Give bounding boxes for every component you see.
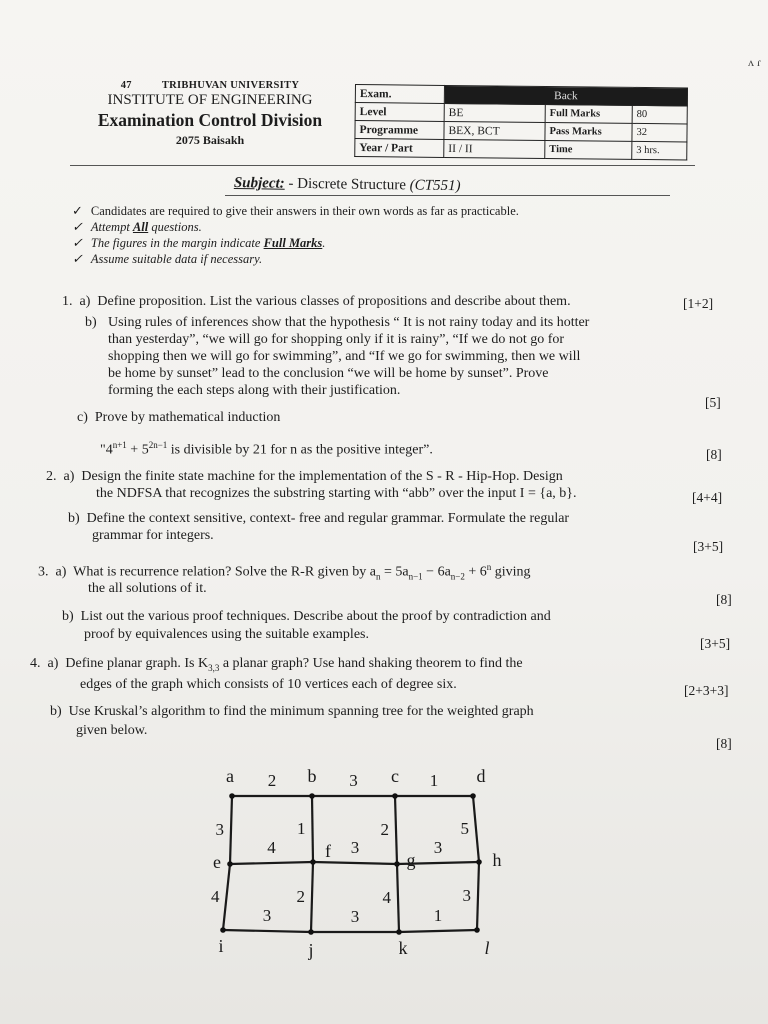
marks-3a: [8] xyxy=(716,592,732,607)
paper-number: 47 xyxy=(120,80,132,91)
year-part-value: II / II xyxy=(444,139,545,158)
graph-edge-a-e xyxy=(230,796,232,864)
exam-year: 2075 Baisakh xyxy=(175,133,245,147)
question-3b-line: proof by equivalences using the suitable examples. xyxy=(84,627,369,642)
graph-vertex-h xyxy=(476,859,482,865)
subject-title: - Discrete Structure xyxy=(288,175,407,194)
question-1b-line: be home by sunset” lead to the conclusion “we will be home by sunset”. Prove xyxy=(108,366,549,381)
graph-edge-e-f xyxy=(230,862,313,864)
graph-vertex-a xyxy=(229,793,235,799)
question-1b-line: shopping then we will go for swimming”, and “If we go for swimming, then we will xyxy=(108,349,581,364)
divider-top xyxy=(70,165,695,166)
header-block xyxy=(70,80,350,148)
question-1b-part: b) xyxy=(85,315,97,330)
question-1b-line: forming the each steps along with their justification. xyxy=(108,383,401,398)
subject-line xyxy=(234,175,461,195)
institute-name: INSTITUTE OF ENGINEERING xyxy=(107,92,313,108)
graph-edge-f-j xyxy=(311,862,313,932)
edge-weight-label: 3 xyxy=(262,906,272,925)
graph-edge-i-j xyxy=(223,930,311,932)
question-2a-line: the NDFSA that recognizes the substring starting with “abb” over the input I = {a, b}. xyxy=(96,486,577,501)
graph-vertex-g xyxy=(394,861,400,867)
instruction-item: ✓ Assume suitable data if necessary. xyxy=(72,251,263,266)
edge-weight-label: 3 xyxy=(215,820,224,839)
edge-weight-label: 3 xyxy=(350,838,360,857)
edge-weight-label: 4 xyxy=(211,887,220,906)
graph-vertex-j xyxy=(308,929,314,935)
marks-2b: [3+5] xyxy=(693,539,724,554)
vertex-label-l: l xyxy=(484,938,490,958)
question-1c-formula: "$4^{n+1} + 5^{2n-1}$ is divisible by 21 for n as the positive integer”. xyxy=(100,440,433,458)
check-icon: ✓ xyxy=(72,235,83,250)
division-name: Examination Control Division xyxy=(97,110,323,130)
vertex-label-k: k xyxy=(398,938,408,958)
question-4b: b) Use Kruskal’s algorithm to find the minimum spanning tree for the weighted graph xyxy=(50,704,534,719)
question-3a: 3. a) What is recurrence relation? Solve the R-R given by $a_n = 5a_{n-1} - 6a_{n-2} + 6^n$ giving xyxy=(38,562,531,582)
pass-marks-value: 32 xyxy=(632,123,687,142)
question-4a: 4. a) Define planar graph. Is $K_{3,3}$ a planar graph? Use hand shaking theorem to find the xyxy=(30,656,523,673)
subject-code: (CT551) xyxy=(409,177,461,195)
weighted-graph xyxy=(205,768,505,968)
graph-vertex-e xyxy=(227,861,233,867)
question-1a: 1. a) Define proposition. List the various classes of propositions and describe about them. xyxy=(62,294,571,309)
vertex-label-b: b xyxy=(307,768,317,786)
edge-weight-label: 2 xyxy=(296,887,305,906)
question-4b-line: given below. xyxy=(76,723,148,738)
marks-4b: [8] xyxy=(716,736,732,751)
vertex-label-h: h xyxy=(492,850,502,870)
vertex-label-f: f xyxy=(325,841,331,861)
edge-weight-label: 4 xyxy=(382,888,391,907)
level-label: Level xyxy=(355,103,444,122)
vertex-label-g: g xyxy=(406,850,416,870)
check-icon: ✓ xyxy=(72,219,83,234)
instruction-item: ✓ The figures in the margin indicate Full Marks. xyxy=(72,235,326,250)
edge-weight-label: 1 xyxy=(429,771,439,790)
pass-marks-label: Pass Marks xyxy=(545,122,632,141)
question-1b-line: Using rules of inferences show that the hypothesis “ It is not rainy today and its hotter xyxy=(108,315,590,330)
margin-scribble: ᴧ ɾ xyxy=(748,55,761,69)
programme-label: Programme xyxy=(355,121,444,140)
graph-edge-e-i xyxy=(223,864,230,930)
graph-edge-f-g xyxy=(313,862,397,864)
edge-weight-label: 4 xyxy=(267,838,276,857)
question-2a: 2. a) Design the finite state machine for the implementation of the S - R - Hip-Hop. Design xyxy=(46,469,563,484)
vertex-label-i: i xyxy=(218,936,224,956)
full-marks-value: 80 xyxy=(632,105,687,124)
marks-3b: [3+5] xyxy=(700,636,731,651)
instruction-item: ✓ Attempt All questions. xyxy=(72,219,202,234)
instruction-item: ✓ Candidates are required to give their answers in their own words as far as practicable. xyxy=(72,203,519,218)
year-part-label: Year / Part xyxy=(355,139,444,158)
marks-2a: [4+4] xyxy=(692,490,723,505)
marks-1c: [8] xyxy=(706,447,722,462)
vertex-label-d: d xyxy=(476,768,486,786)
exam-value: Back xyxy=(444,85,687,106)
marks-1a: [1+2] xyxy=(683,296,714,311)
vertex-label-e: e xyxy=(213,852,221,872)
graph-vertex-d xyxy=(470,793,476,799)
full-marks-label: Full Marks xyxy=(545,104,632,123)
graph-edge-h-l xyxy=(477,862,479,930)
graph-vertex-c xyxy=(392,793,398,799)
university-name: TRIBHUVAN UNIVERSITY xyxy=(161,80,300,91)
edge-weight-label: 5 xyxy=(460,819,469,838)
time-value: 3 hrs. xyxy=(632,141,687,160)
university-line xyxy=(70,80,350,91)
graph-edge-k-l xyxy=(399,930,477,932)
graph-vertex-l xyxy=(474,927,480,933)
question-2b: b) Define the context sensitive, context- free and regular grammar. Formulate the regular xyxy=(68,511,570,526)
graph-edge-d-h xyxy=(473,796,479,862)
question-1c: c) Prove by mathematical induction xyxy=(77,410,281,425)
marks-4a: [2+3+3] xyxy=(684,683,729,698)
level-value: BE xyxy=(444,103,545,122)
exam-label: Exam. xyxy=(355,85,444,104)
check-icon: ✓ xyxy=(72,203,83,218)
vertex-label-c: c xyxy=(391,768,399,786)
graph-vertex-i xyxy=(220,927,226,933)
graph-edge-g-k xyxy=(397,864,399,932)
exam-info-table xyxy=(354,84,688,160)
graph-vertex-k xyxy=(396,929,402,935)
edge-weight-label: 3 xyxy=(350,907,360,926)
edge-weight-label: 3 xyxy=(462,886,471,905)
edge-weight-label: 2 xyxy=(267,771,277,790)
graph-edge-b-f xyxy=(312,796,313,862)
check-icon: ✓ xyxy=(72,251,83,266)
edge-weight-label: 3 xyxy=(433,838,443,857)
vertex-label-a: a xyxy=(226,768,234,786)
marks-1b: [5] xyxy=(705,395,721,410)
vertex-label-j: j xyxy=(308,940,314,960)
programme-value: BEX, BCT xyxy=(444,121,545,140)
time-label: Time xyxy=(545,140,632,159)
question-4a-line: edges of the graph which consists of 10 vertices each of degree six. xyxy=(80,677,457,692)
question-1b-line: than yesterday”, “we will go for shopping only if it is rainy”, “If we do not go for xyxy=(108,332,565,347)
question-3b: b) List out the various proof techniques. Describe about the proof by contradiction and xyxy=(62,609,551,624)
edge-weight-label: 3 xyxy=(349,771,358,790)
graph-edge-c-g xyxy=(395,796,397,864)
edge-weight-label: 1 xyxy=(297,819,306,838)
edge-weight-label: 2 xyxy=(380,820,389,839)
question-2b-line: grammar for integers. xyxy=(92,528,214,543)
subject-label: Subject: xyxy=(233,175,285,192)
question-3a-line: the all solutions of it. xyxy=(88,581,207,596)
graph-vertex-b xyxy=(309,793,315,799)
edge-weight-label: 1 xyxy=(433,906,443,925)
divider-subject xyxy=(225,195,670,196)
graph-vertex-f xyxy=(310,859,316,865)
